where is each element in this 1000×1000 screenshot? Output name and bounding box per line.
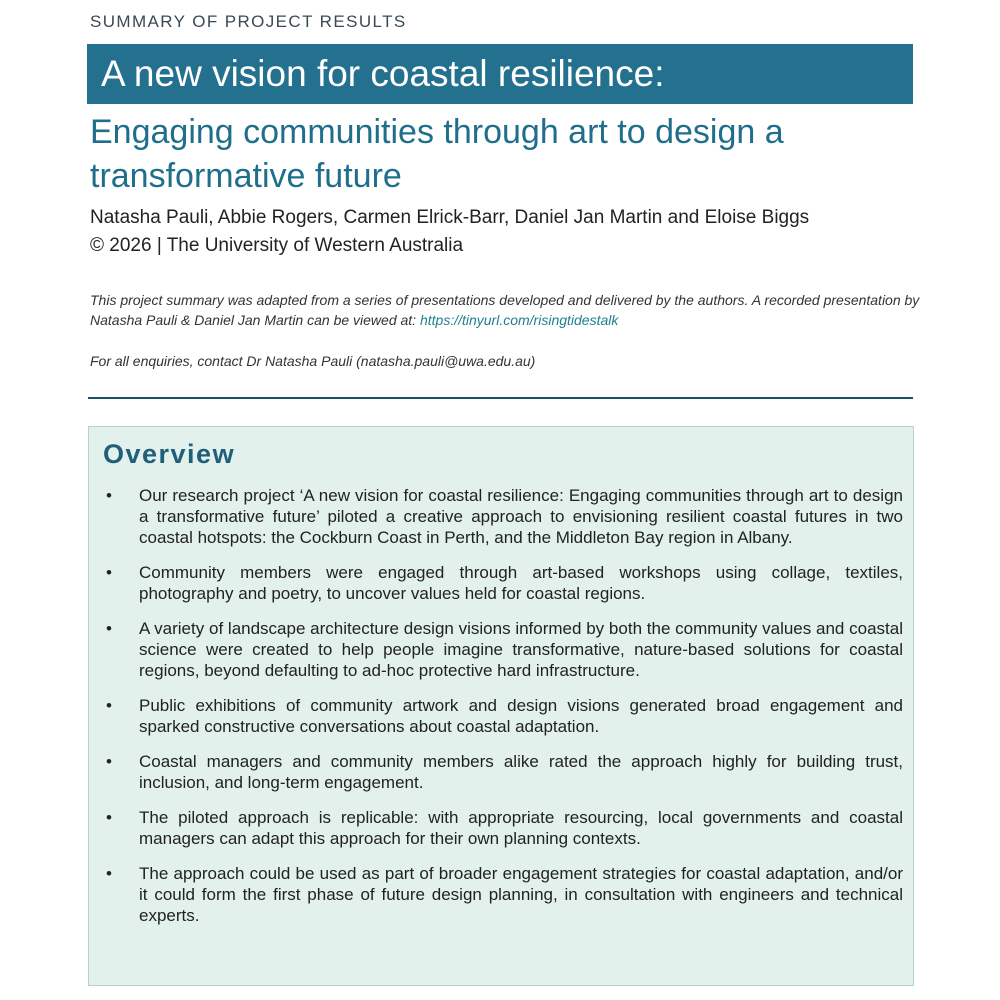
author-block bbox=[90, 204, 950, 260]
overview-panel bbox=[88, 426, 914, 986]
adaptation-note-text: This project summary was adapted from a series of presentations developed and delivered by the authors. A recorded presentation by Natasha Pauli & Daniel Jan Martin can be viewed at: bbox=[90, 292, 920, 328]
list-item bbox=[89, 751, 915, 793]
page-subtitle: Engaging communities through art to design a transformative future bbox=[90, 113, 784, 195]
section-divider bbox=[88, 397, 913, 399]
authors-line: Natasha Pauli, Abbie Rogers, Carmen Elrick-Barr, Daniel Jan Martin and Eloise Biggs bbox=[90, 207, 810, 228]
overview-heading: Overview bbox=[103, 439, 236, 469]
list-item bbox=[89, 695, 915, 737]
list-item-text: The approach could be used as part of broader engagement strategies for coastal adaptation, and/or it could form the first phase of future design planning, in consultation with engineers and technical experts. bbox=[139, 864, 903, 925]
bullet-icon: • bbox=[106, 752, 112, 771]
copyright-line: © 2026 | The University of Western Australia bbox=[90, 235, 464, 256]
list-item-text: Coastal managers and community members alike rated the approach highly for building trust, inclusion, and long-term engagement. bbox=[139, 752, 903, 792]
contact-line: For all enquiries, contact Dr Natasha Pauli (natasha.pauli@uwa.edu.au) bbox=[90, 353, 536, 369]
bullet-icon: • bbox=[106, 696, 112, 715]
overview-list bbox=[89, 485, 915, 940]
list-item-text: Public exhibitions of community artwork and design visions generated broad engagement and sparked constructive conversations about coastal adaptation. bbox=[139, 696, 903, 736]
bullet-icon: • bbox=[106, 563, 112, 582]
page-title: A new vision for coastal resilience: bbox=[101, 53, 665, 94]
bullet-icon: • bbox=[106, 808, 112, 827]
bullet-icon: • bbox=[106, 864, 112, 883]
section-eyebrow: SUMMARY OF PROJECT RESULTS bbox=[90, 12, 407, 31]
list-item-text: Our research project ‘A new vision for coastal resilience: Engaging communities through art to design a transformative future’ piloted a creative approach to envisioning resilient coastal futures in two coastal hotspots: the Cockburn Coast in Perth, and the Middleton Bay region in Albany. bbox=[139, 486, 903, 547]
list-item bbox=[89, 562, 915, 604]
title-banner bbox=[87, 44, 913, 104]
bullet-icon: • bbox=[106, 486, 112, 505]
list-item bbox=[89, 863, 915, 926]
adaptation-note bbox=[90, 290, 920, 330]
list-item-text: The piloted approach is replicable: with appropriate resourcing, local governments and coastal managers can adapt this approach for their own planning contexts. bbox=[139, 808, 903, 848]
list-item-text: A variety of landscape architecture design visions informed by both the community values and coastal science were created to help people imagine transformative, nature-based solutions for coastal regions, beyond defaulting to ad-hoc protective hard infrastructure. bbox=[139, 619, 903, 680]
list-item bbox=[89, 618, 915, 681]
bullet-icon: • bbox=[106, 619, 112, 638]
list-item bbox=[89, 485, 915, 548]
list-item-text: Community members were engaged through art-based workshops using collage, textiles, photography and poetry, to uncover values held for coastal regions. bbox=[139, 563, 903, 603]
list-item bbox=[89, 807, 915, 849]
presentation-link[interactable]: https://tinyurl.com/risingtidestalk bbox=[419, 312, 619, 328]
